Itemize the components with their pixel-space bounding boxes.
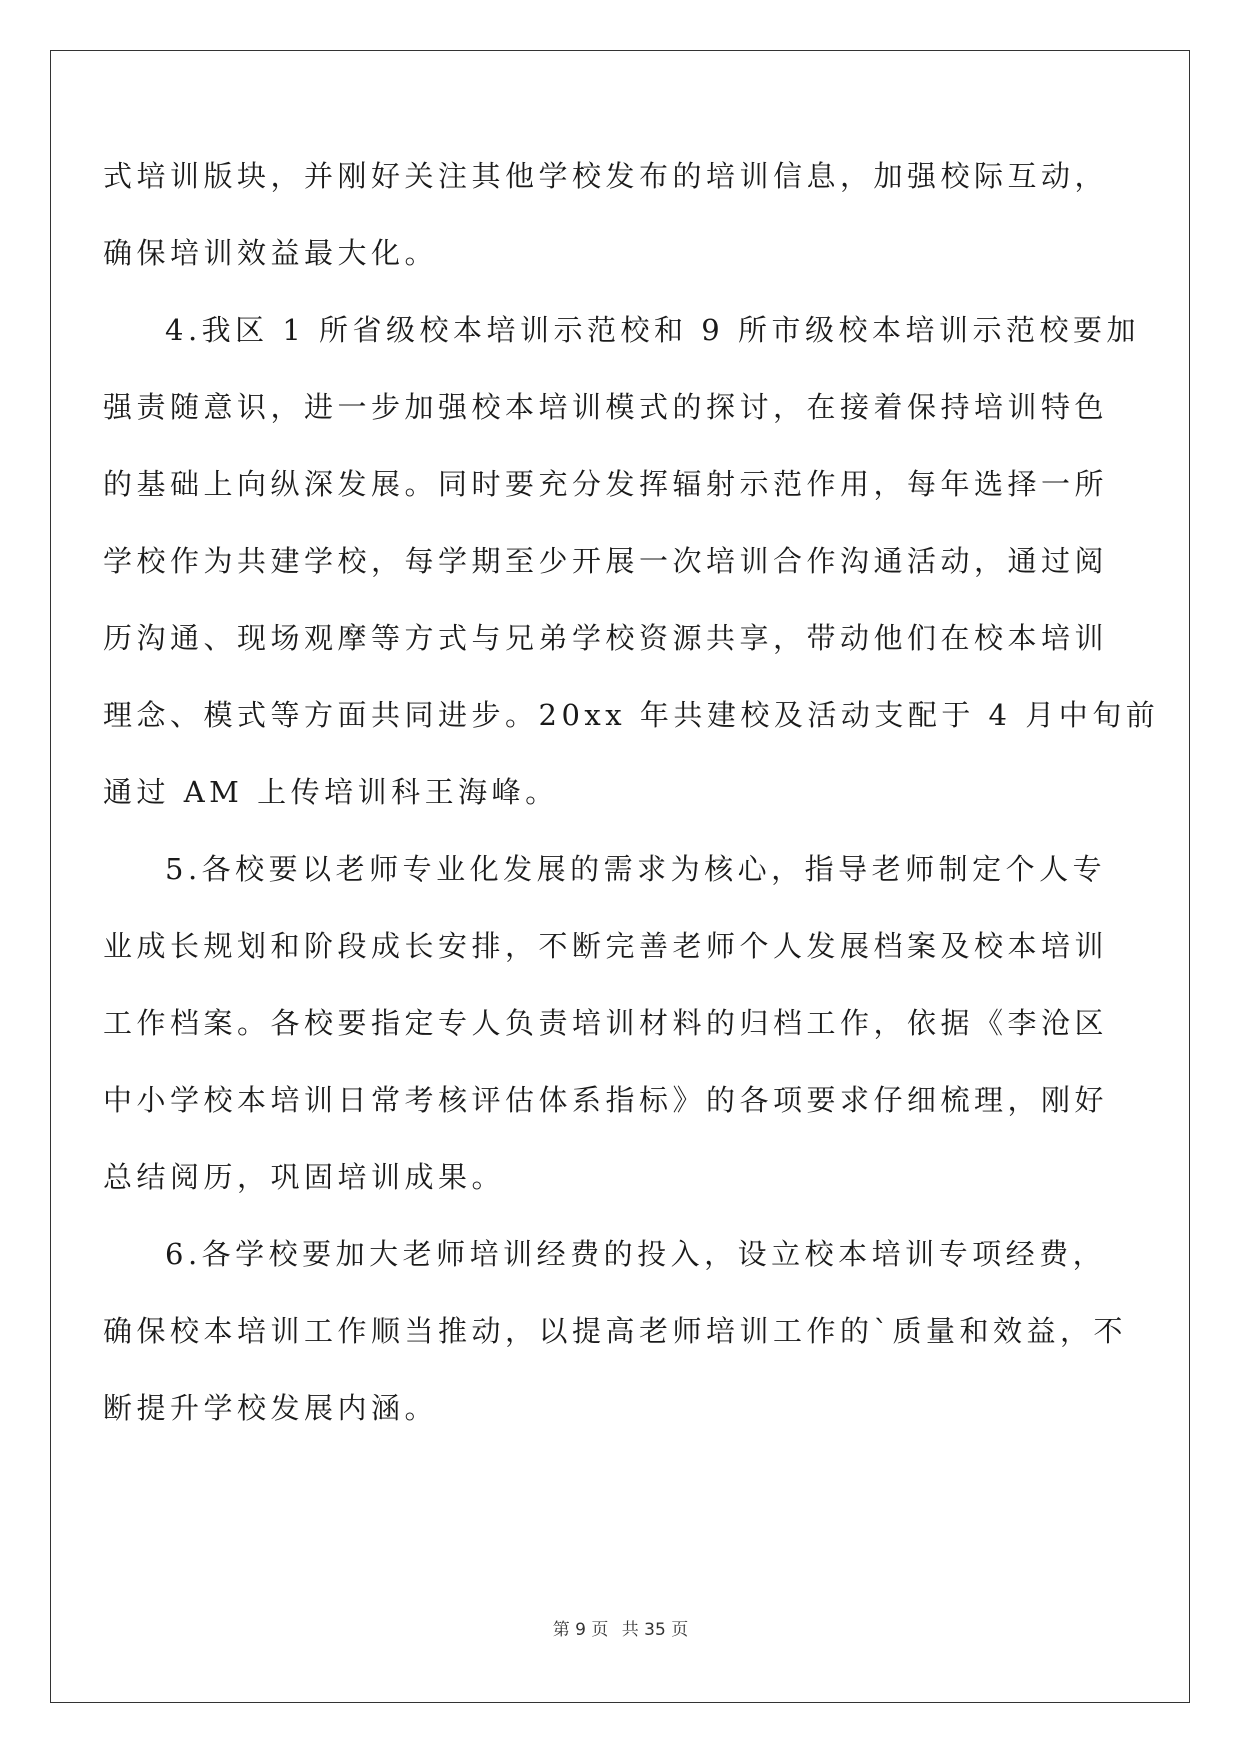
text-line: 断提升学校发展内涵。	[103, 1391, 439, 1425]
paragraph-4-start: 4.我区 1 所省级校本培训示范校和 9 所市级校本培训示范校要加	[165, 313, 1140, 347]
text-line: 中小学校本培训日常考核评估体系指标》的各项要求仔细梳理，刚好	[103, 1083, 1109, 1117]
paragraph-6-start: 6.各学校要加大老师培训经费的投入，设立校本培训专项经费，	[165, 1237, 1107, 1271]
page-total: 共 35 页	[621, 1620, 689, 1640]
text-line: 的基础上向纵深发展。同时要充分发挥辐射示范作用，每年选择一所	[103, 467, 1109, 501]
text-line: 理念、模式等方面共同进步。20xx 年共建校及活动支配于 4 月中旬前	[103, 698, 1160, 732]
text-line: 学校作为共建学校，每学期至少开展一次培训合作沟通活动，通过阅	[103, 544, 1109, 578]
text-line: 确保校本培训工作顺当推动，以提高老师培训工作的`质量和效益，不	[103, 1314, 1128, 1348]
document-body	[103, 159, 1160, 1469]
text-line: 工作档案。各校要指定专人负责培训材料的归档工作，依据《李沧区	[103, 1006, 1109, 1040]
text-line: 确保培训效益最大化。	[103, 236, 439, 270]
text-line: 历沟通、现场观摩等方式与兄弟学校资源共享，带动他们在校本培训	[103, 621, 1109, 655]
text-line: 业成长规划和阶段成长安排，不断完善老师个人发展档案及校本培训	[103, 929, 1109, 963]
text-line: 通过 AM 上传培训科王海峰。	[103, 775, 559, 809]
page-footer	[0, 1620, 1241, 1640]
paragraph-5-start: 5.各校要以老师专业化发展的需求为核心，指导老师制定个人专	[165, 852, 1107, 886]
text-line: 总结阅历，巩固培训成果。	[103, 1160, 506, 1194]
text-line: 式培训版块，并刚好关注其他学校发布的培训信息，加强校际互动，	[103, 159, 1109, 193]
text-line: 强责随意识，进一步加强校本培训模式的探讨，在接着保持培训特色	[103, 390, 1109, 424]
page-number: 第 9 页	[552, 1620, 609, 1640]
